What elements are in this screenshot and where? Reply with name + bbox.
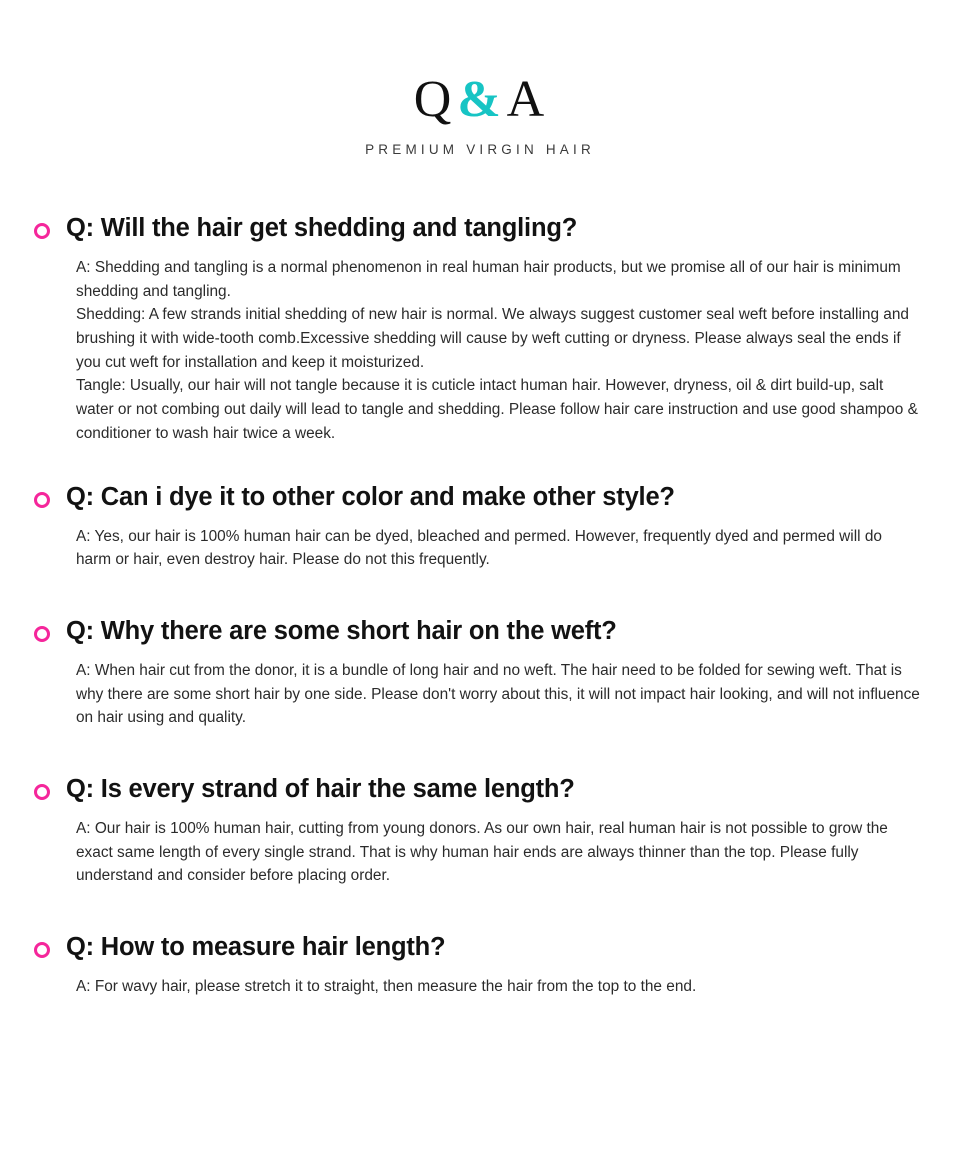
qa-question-row — [34, 616, 920, 648]
qa-answer-line: A: Yes, our hair is 100% human hair can be dyed, bleached and permed. However, frequently dyed and permed will do harm or hair, even destroy hair. Please do not this frequently. — [76, 527, 882, 569]
qa-question: Q: Is every strand of hair the same length? — [66, 774, 575, 803]
qa-answer — [76, 256, 920, 446]
qa-question: Q: Will the hair get shedding and tangling? — [66, 214, 578, 242]
qa-answer — [76, 659, 920, 730]
qa-item — [34, 482, 920, 572]
qa-question: Q: Why there are some short hair on the weft? — [66, 616, 617, 645]
qa-question-row — [34, 774, 920, 806]
bullet-circle-icon — [34, 784, 50, 800]
qa-question-row — [34, 482, 920, 514]
qa-answer — [76, 817, 920, 888]
qa-list — [0, 213, 960, 999]
bullet-circle-icon — [34, 626, 50, 642]
title-letter-q: Q — [413, 71, 454, 128]
qa-answer — [76, 975, 920, 999]
qa-answer-line: A: Our hair is 100% human hair, cutting from young donors. As our own hair, real human hair is not possible to grow the exact same length of every single strand. That is why human hair ends are always thinner than the top. Please fully understand and consider before placing order. — [76, 819, 888, 885]
bullet-circle-icon — [34, 223, 50, 239]
bullet-circle-icon — [34, 492, 50, 508]
qa-question: Q: Can i dye it to other color and make other style? — [66, 482, 675, 511]
qa-question: Q: How to measure hair length? — [66, 933, 446, 961]
page-header — [0, 0, 960, 157]
title-letter-a: A — [506, 71, 547, 128]
qa-answer-line: A: For wavy hair, please stretch it to straight, then measure the hair from the top to the end. — [76, 977, 697, 995]
qa-answer-line: A: Shedding and tangling is a normal phenomenon in real human hair products, but we promise all of our hair is minimum shedding and tangling. — [76, 258, 901, 300]
qa-item — [34, 774, 920, 888]
qa-answer — [76, 525, 920, 572]
qa-item — [34, 616, 920, 730]
qa-item — [34, 213, 920, 446]
bullet-circle-icon — [34, 942, 50, 958]
qa-answer-line: Tangle: Usually, our hair will not tangle because it is cuticle intact human hair. However, dryness, oil & dirt build-up, salt water or not combing out daily will lead to tangle and shedding. Please follow hair care instruction and use good shampoo & conditioner to wash hair twice a week. — [76, 377, 918, 442]
page-subtitle: PREMIUM VIRGIN HAIR — [365, 142, 595, 157]
qa-item — [34, 932, 920, 999]
qa-answer-line: Shedding: A few strands initial shedding of new hair is normal. We always suggest customer seal weft before installing and brushing it with wide-tooth comb.Excessive shedding will cause by weft cutting or dryness. Please always seal the ends if you cut weft for installation and keep it moisturized. — [76, 306, 909, 371]
page-title — [0, 71, 960, 128]
qa-answer-line: A: When hair cut from the donor, it is a bundle of long hair and no weft. The hair need to be folded for sewing weft. That is why there are some short hair by one side. Please don't worry about this, it will not impact hair looking, and will not influence on hair using and quality. — [76, 661, 920, 727]
title-ampersand: & — [457, 71, 503, 128]
qa-question-row — [34, 932, 920, 964]
qa-question-row — [34, 213, 920, 245]
